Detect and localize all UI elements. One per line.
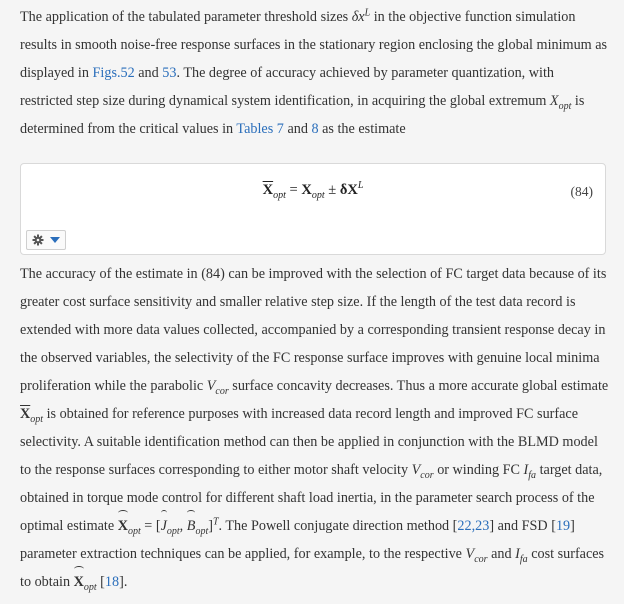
text: cost surfaces to obtain xyxy=(20,546,605,590)
text: or winding FC xyxy=(433,462,524,478)
equation-84: $\overline{X}_{opt} = X_{opt} \pm \delta X^L$ xyxy=(262,180,364,201)
paragraph-2: The accuracy of the estimate in (84) can be improved with the selection of FC target data because of its greater cost surface sensitivity and smaller relative step size. If the length of the test data record is extended with more data values collected, accompanied by a corresponding transient response decay in the observed variables, the selectivity of the FC response surface improves with genuine local minima proliferation while the parabolic $V_{cor}$ surface concavity decreases. Thus a more accurate global estimate $\overline{X}_{opt}$ is obtained for reference purposes with increased data record length and improved FC surface selectivity. A suitable identification method can then be applied in conjunction with the BLMD model to the response surfaces corresponding to either motor shaft velocity $V_{cor}$ or winding FC $I_{fa}$ target data, obtained in torque mode control for different shaft load inertia, in the parameter search process of the optimal estimate $X_{opt} = [J_{opt}$, $B_{opt}]^T$. The Powell conjugate direction method [22,23] and FSD [19] parameter extraction techniques can be applied, for example, to the respective $V_{cor}$ and $I_{fa}$ cost surfaces to obtain $X_{opt}$ [18]. xyxy=(20,260,610,596)
math-delta-x: $\delta x^L$ xyxy=(351,7,371,25)
math-delta-x: δX xyxy=(339,182,358,198)
math-x-opt: $X_{opt}$ xyxy=(549,93,572,112)
link-figs-52[interactable]: Figs.52 xyxy=(92,65,135,81)
text: and xyxy=(134,65,163,81)
link-table-7[interactable]: Tables 7 xyxy=(236,121,284,137)
text: is determined from the critical values in xyxy=(20,93,585,137)
math-i-fa: $I_{fa}$ xyxy=(523,462,537,481)
link-fig-53[interactable]: 53 xyxy=(162,65,177,81)
text: and xyxy=(283,121,312,137)
text: ] parameter extraction techniques can be applied, for example, to the respective xyxy=(20,518,575,562)
math-b-hat: B xyxy=(187,512,196,540)
math-x: X xyxy=(301,182,312,198)
ref-link-22-23[interactable]: 22,23 xyxy=(457,518,490,534)
math-x-bar: $\overline{X}$ xyxy=(262,182,274,198)
math-v-cor: $V_{cor}$ xyxy=(411,462,434,481)
text: in the objective function simulation results in smooth noise-free response surfaces in the stationary region enclosing the global minimum as displayed in xyxy=(20,9,608,81)
ref-link-18[interactable]: 18 xyxy=(104,574,120,590)
math-x-bar-opt: $\overline{X}$ xyxy=(20,406,31,422)
link-table-8[interactable]: 8 xyxy=(311,121,319,137)
math-j-hat: J xyxy=(161,512,167,540)
math-x-hat-opt: X xyxy=(118,512,128,540)
paragraph-1 xyxy=(20,3,610,143)
math-v-cor: $V_{cor}$ xyxy=(465,546,488,565)
equation-menu-button[interactable] xyxy=(26,230,66,250)
equation-number: (84) xyxy=(570,184,593,199)
math-x-hat-opt: X xyxy=(74,568,84,596)
math-i-fa: $I_{fa}$ xyxy=(515,546,528,565)
text: surface concavity decreases. Thus a more accurate global estimate xyxy=(228,378,609,394)
math-v-cor: $V_{cor}$ xyxy=(206,378,229,397)
caret-down-icon xyxy=(50,237,60,243)
text: . The Powell conjugate direction method [ xyxy=(218,518,458,534)
text: as the estimate xyxy=(318,121,406,137)
text: . The degree of accuracy achieved by parameter quantization, with restricted step size during dynamical system identification, in acquiring the global extremum xyxy=(20,65,554,109)
gear-icon xyxy=(33,235,44,246)
text: is obtained for reference purposes with increased data record length and improved FC surface selectivity. A suitable identification method can then be applied in conjunction with the BLMD model to the response surfaces corresponding to either motor shaft velocity xyxy=(20,406,598,478)
text: target data, obtained in torque mode control for different shaft load inertia, in the parameter search process of the optimal estimate xyxy=(20,462,603,534)
equation-box xyxy=(20,163,606,255)
ref-link-19[interactable]: 19 xyxy=(555,518,571,534)
text: The accuracy of the estimate in (84) can be improved with the selection of FC target data because of its greater cost surface sensitivity and smaller relative step size. If the length of the test data record is extended with more data values collected, accompanied by a corresponding transient response decay in the observed variables, the selectivity of the FC response surface improves with genuine local minima proliferation while the parabolic xyxy=(20,266,607,394)
text: The application of the tabulated parameter threshold sizes xyxy=(20,9,352,25)
